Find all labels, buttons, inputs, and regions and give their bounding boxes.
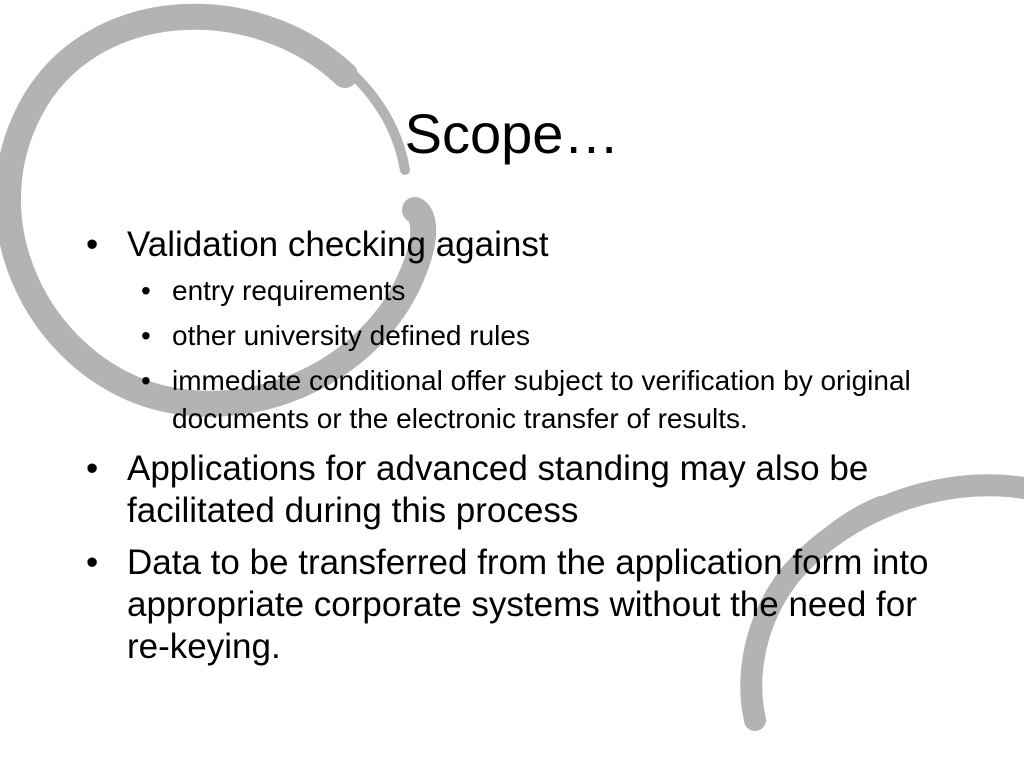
bullet-text: Data to be transferred from the application form into appropriate corporate systems without the need for re-keying.: [127, 543, 929, 666]
sub-bullet-item: [127, 272, 942, 310]
bullet-icon: •: [86, 543, 99, 582]
bullet-text: Validation checking against: [127, 225, 549, 264]
sub-bullet-list: [127, 272, 942, 438]
sub-bullet-text: immediate conditional offer subject to verification by original documents or the electronic transfer of results.: [172, 365, 911, 434]
slide-title: Scope…: [404, 102, 620, 165]
bullet-text: Applications for advanced standing may also be facilitated during this process: [127, 449, 869, 530]
bullet-item-advanced-standing: [82, 448, 942, 532]
bullet-icon: •: [86, 225, 99, 264]
sub-bullet-item: [127, 362, 942, 438]
bullet-list: [82, 224, 942, 678]
sub-bullet-text: entry requirements: [172, 275, 406, 306]
bullet-icon: •: [141, 275, 151, 306]
bullet-icon: •: [141, 365, 151, 396]
bullet-icon: •: [141, 320, 151, 351]
bullet-icon: •: [86, 449, 99, 488]
bullet-item-data-transfer: [82, 542, 942, 668]
sub-bullet-item: [127, 317, 942, 355]
bullet-item-validation: [82, 224, 942, 438]
sub-bullet-text: other university defined rules: [172, 320, 530, 351]
